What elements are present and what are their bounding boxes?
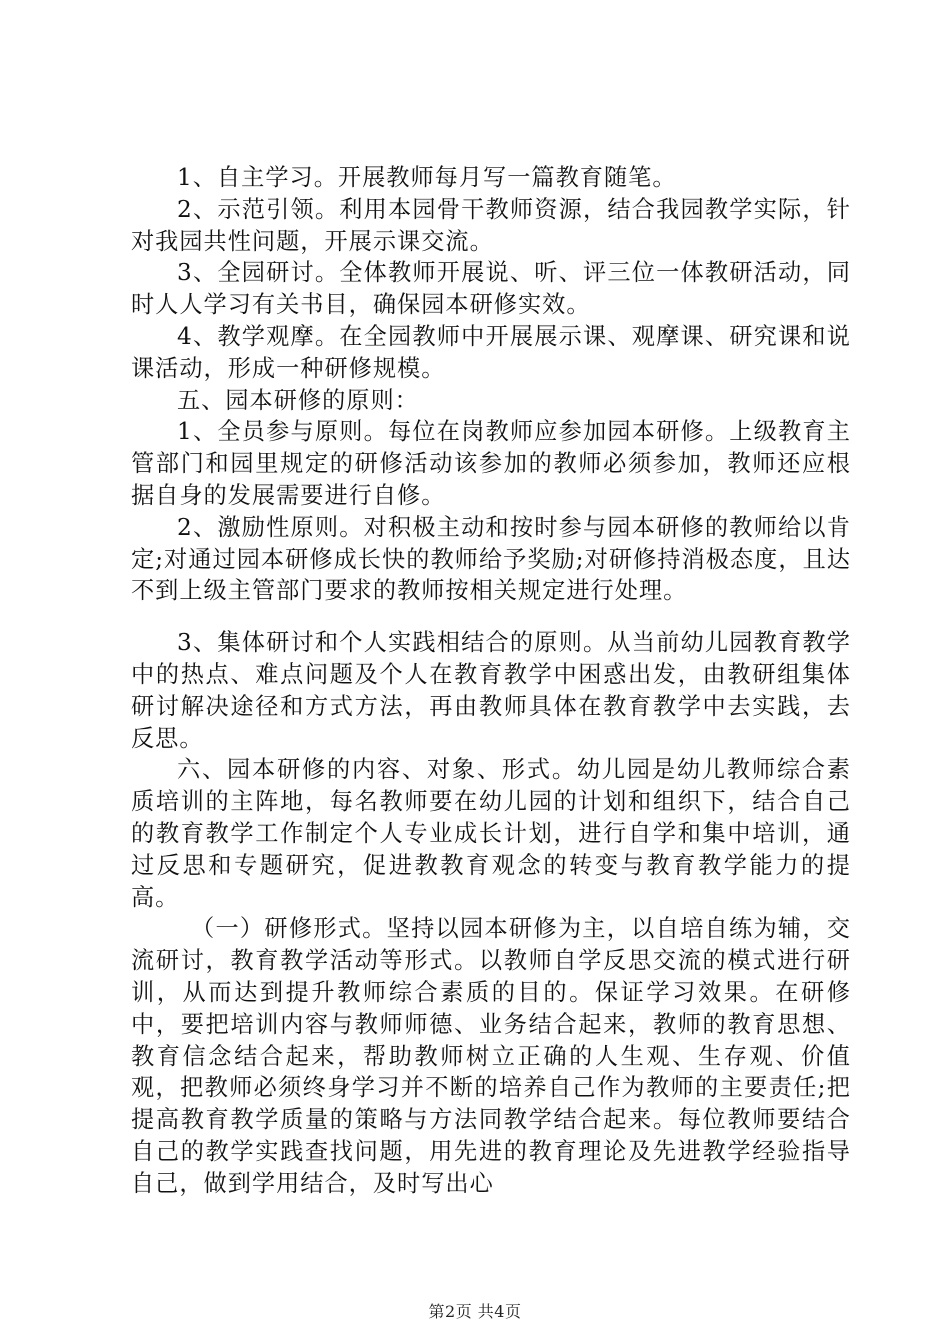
paragraph-full-participation: 1、全员参与原则。每位在岗教师应参加园本研修。上级教育主管部门和园里规定的研修活动该参加的教师必须参加，教师还应根据自身的发展需要进行自修。 [131,418,851,509]
page-footer: 第2页 共4页 [428,1302,522,1321]
paragraph-study-form: （一）研修形式。坚持以园本研修为主，以自培自练为辅，交流研讨，教育教学活动等形式。以教师自学反思交流的模式进行研训，从而达到提升教师综合素质的目的。保证学习效果。在研修中，要把培训内容与教师师德、业务结合起来，教师的教育思想、教育信念结合起来，帮助教师树立正确的人生观、生存观、价值观，把教师必须终身学习并不断的培养自己作为教师的主要责任;把提高教育教学质量的策略与方法同教学结合起来。每位教师要结合自己的教学实践查找问题，用先进的教育理论及先进教学经验指导自己，做到学用结合，及时写出心 [131,915,851,1197]
paragraph-teaching-observation: 4、教学观摩。在全园教师中开展展示课、观摩课、研究课和说课活动，形成一种研修规模。 [131,322,851,382]
paragraph-content-object-form: 六、园本研修的内容、对象、形式。幼儿园是幼儿教师综合素质培训的主阵地，每名教师要在幼儿园的计划和组织下，结合自己的教育教学工作制定个人专业成长计划，进行自学和集中培训，通过反思和专题研究，促进教教育观念的转变与教育教学能力的提高。 [131,756,851,911]
paragraph-self-study: 1、自主学习。开展教师每月写一篇教育随笔。 [177,164,677,191]
paragraph-incentive: 2、激励性原则。对积极主动和按时参与园本研修的教师给以肯定;对通过园本研修成长快的教师给予奖励;对研修持消极态度，且达不到上级主管部门要求的教师按相关规定进行处理。 [131,513,851,605]
section-heading-principles: 五、园本研修的原则： [177,386,419,414]
paragraph-school-seminar: 3、全园研讨。全体教师开展说、听、评三位一体教研活动，同时人人学习有关书目，确保园本研修实效。 [131,259,851,319]
paragraph-collective-practice: 3、集体研讨和个人实践相结合的原则。从当前幼儿园教育教学中的热点、难点问题及个人在教育教学中困惑出发，由教研组集体研讨解决途径和方式方法，再由教师具体在教育教学中去实践，去反思。 [131,629,851,752]
document-body [131,162,851,1200]
paragraph-demonstration: 2、示范引领。利用本园骨干教师资源，结合我园教学实际，针对我园共性问题，开展示课交流。 [131,195,851,255]
